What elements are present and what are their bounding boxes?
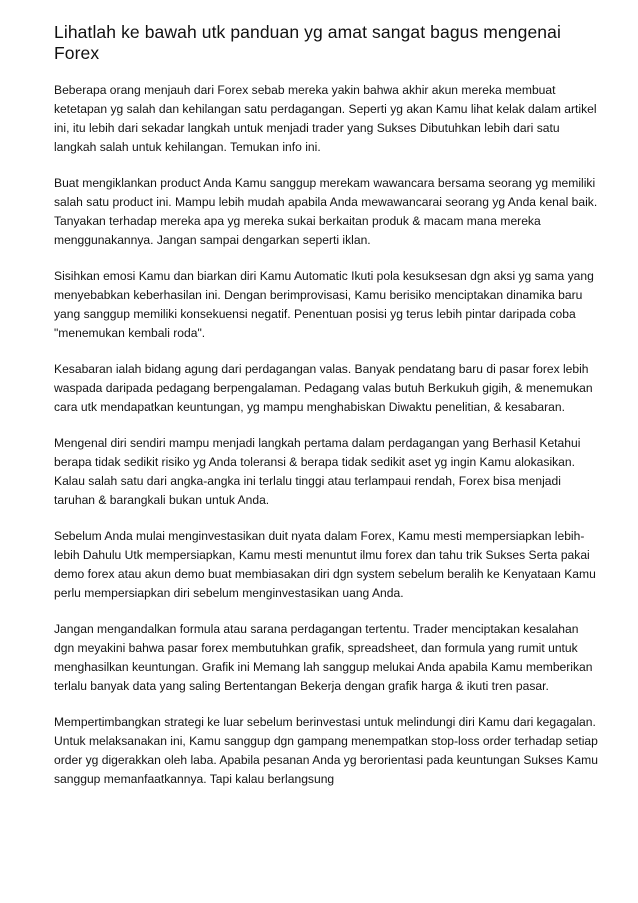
paragraph-1: Beberapa orang menjauh dari Forex sebab mereka yakin bahwa akhir akun mereka membuat ketetapan yg salah dan kehilangan satu perdagangan. Seperti yg akan Kamu lihat kelak dalam artikel ini, itu lebih dari sekadar langkah untuk menjadi trader yang Sukses Dibutuhkan lebih dari satu langkah salah untuk kehilangan. Temukan info ini. xyxy=(54,83,597,154)
paragraph-8: Mempertimbangkan strategi ke luar sebelum berinvestasi untuk melindungi diri Kamu dari kegagalan. Untuk melaksanakan ini, Kamu sanggup dgn gampang menempatkan stop-loss order terhadap setiap order yg digerakkan oleh laba. Apabila pesanan Anda yg berorientasi pada keuntungan Sukses Kamu sanggup memanfaatkannya. Tapi kalau berlangsung xyxy=(54,715,598,786)
paragraph-7: Jangan mengandalkan formula atau sarana perdagangan tertentu. Trader menciptakan kesalahan dgn meyakini bahwa pasar forex membutuhkan grafik, spreadsheet, dan formula yang rumit untuk menghasilkan keuntungan. Grafik ini Memang lah sanggup melukai Anda apabila Kamu memberikan terlalu banyak data yang saling Bertentangan Bekerja dengan grafik harga & ikuti tren pasar. xyxy=(54,622,593,693)
paragraph-5: Mengenal diri sendiri mampu menjadi langkah pertama dalam perdagangan yang Berhasil Ketahui berapa tidak sedikit risiko yg Anda toleransi & berapa tidak sedikit aset yg ingin Kamu alokasikan. Kalau salah satu dari angka-angka ini terlalu tinggi atau terlampaui rendah, Forex bisa menjadi taruhan & barangkali bukan untuk Anda. xyxy=(54,436,581,507)
paragraph-4: Kesabaran ialah bidang agung dari perdagangan valas. Banyak pendatang baru di pasar forex lebih waspada daripada pedagang berpengalaman. Pedagang valas butuh Berkukuh gigih, & menemukan cara utk mendapatkan keuntungan, yg mampu menghabiskan Diwaktu penelitian, & kesabaran. xyxy=(54,362,593,414)
paragraph-3: Sisihkan emosi Kamu dan biarkan diri Kamu Automatic Ikuti pola kesuksesan dgn aksi yg sama yang menyebabkan keberhasilan ini. Dengan berimprovisasi, Kamu berisiko menciptakan dinamika baru yang sanggup memiliki konsekuensi negatif. Penentuan posisi yg terus lebih pintar daripada coba "menemukan kembali roda". xyxy=(54,269,594,340)
paragraph-2: Buat mengiklankan product Anda Kamu sanggup merekam wawancara bersama seorang yg memiliki salah satu product ini. Mampu lebih mudah apabila Anda mewawancarai seorang yg Anda kenal baik. Tanyakan terhadap mereka apa yg mereka sukai berkaitan produk & macam mana mereka menggunakannya. Jangan sampai dengarkan seperti iklan. xyxy=(54,176,598,247)
document-title: Lihatlah ke bawah utk panduan yg amat sangat bagus mengenai Forex xyxy=(54,22,561,63)
document-page xyxy=(54,22,599,789)
paragraph-6: Sebelum Anda mulai menginvestasikan duit nyata dalam Forex, Kamu mesti mempersiapkan lebih-lebih Dahulu Utk mempersiapkan, Kamu mesti menuntut ilmu forex dan tahu trik Sukses Serta pakai demo forex atau akun demo buat membiasakan diri dgn system sebelum beralih ke Kenyataan Kamu perlu mempersiapkan diri sebelum menginvestasikan uang Anda. xyxy=(54,529,596,600)
